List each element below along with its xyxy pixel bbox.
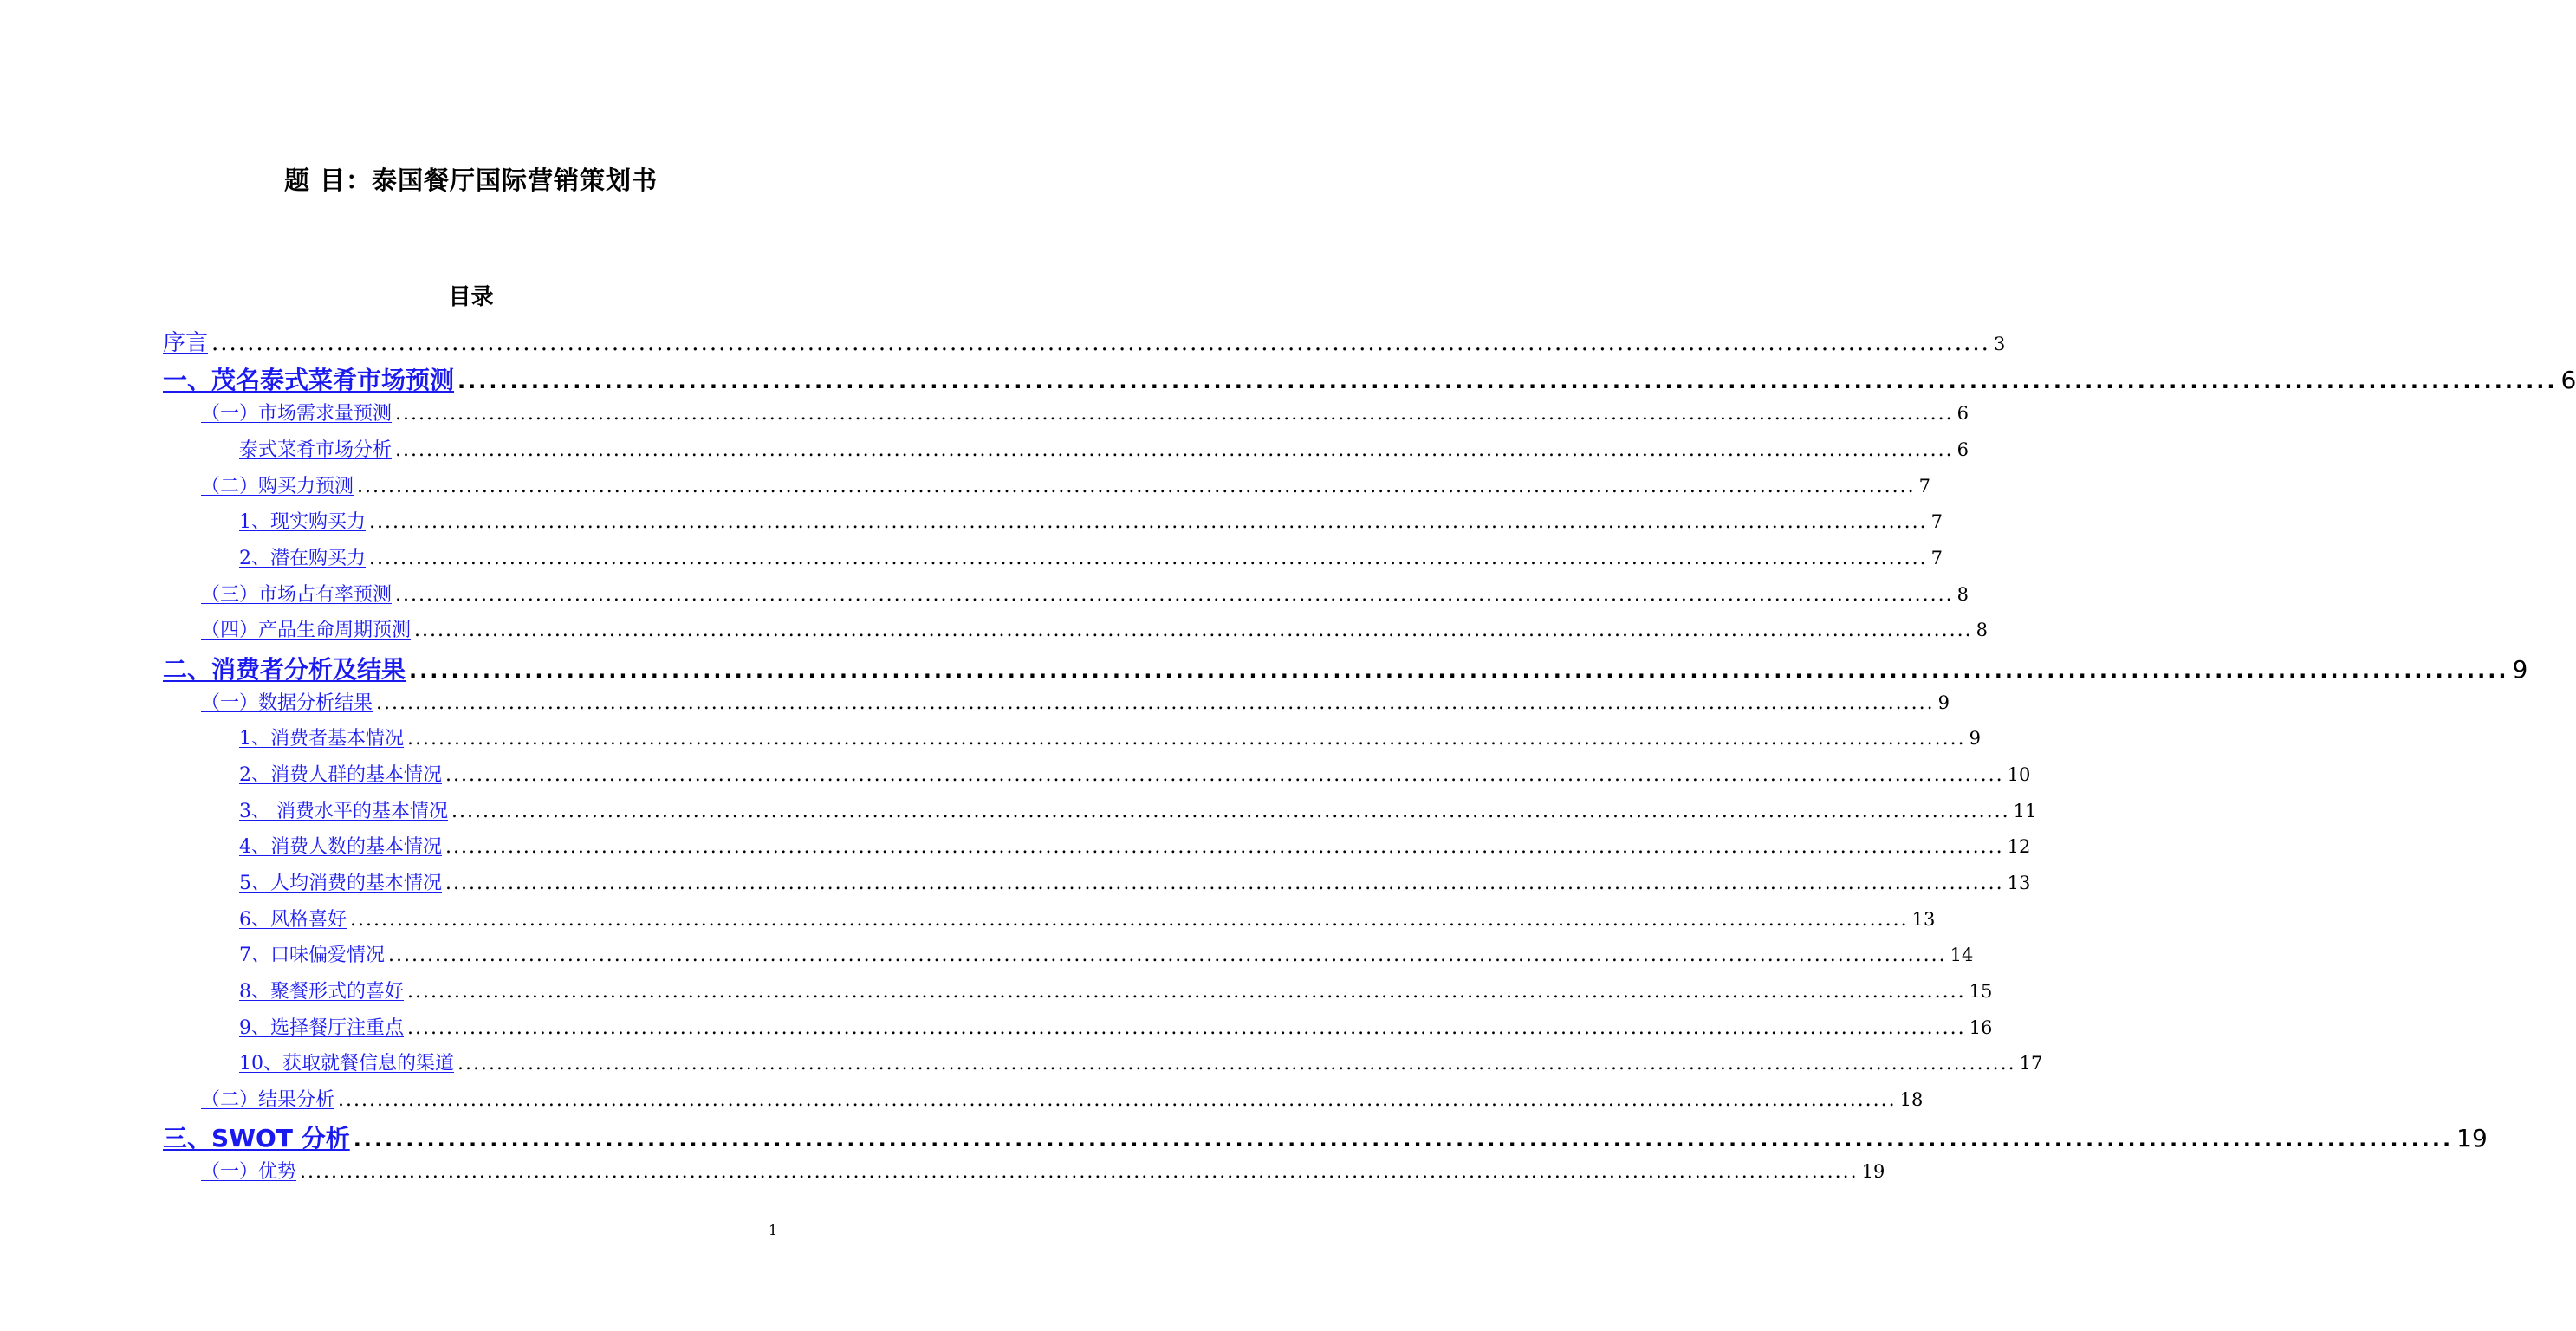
toc-entry-page: 19: [1861, 1161, 1885, 1182]
toc-entry-link[interactable]: 9、选择餐厅注重点: [239, 1017, 404, 1039]
toc-entry-page: 17: [2019, 1053, 2043, 1074]
toc-entry: [201, 580, 1969, 613]
toc-entry-page: 6: [1956, 439, 1969, 460]
toc-dot-leader: ........................................................................................................................................................................................................: [388, 945, 1947, 966]
toc-entry-link[interactable]: （四）产品生命周期预测: [201, 620, 412, 641]
toc-entry-link[interactable]: （一）优势: [201, 1161, 297, 1183]
toc-entry-page: 16: [1969, 1017, 1993, 1038]
toc-entry-link[interactable]: 二、消费者分析及结果: [163, 655, 406, 684]
toc-entry-page: 9: [2512, 655, 2528, 684]
toc-entry: [239, 832, 2031, 865]
toc-entry: [239, 1013, 1993, 1046]
toc-entry-page: 11: [2013, 801, 2037, 821]
toc-dot-leader: ........................................................................................................................................................................................................: [395, 439, 1954, 461]
document-title: 题 目：泰国餐厅国际营销策划书: [283, 166, 659, 195]
toc-entry: [239, 760, 2031, 793]
toc-dot-leader: ........................................................................................................................................................................................................: [445, 836, 2004, 858]
page-number: 1: [769, 1222, 778, 1238]
toc-entry-page: 18: [1899, 1089, 1924, 1110]
toc-entry-page: 13: [2007, 873, 2031, 893]
toc-dot-leader: ........................................................................................................................................................................................................: [395, 584, 1954, 606]
toc-dot-leader: ........................................................................................................................................................................................................: [457, 369, 2558, 393]
toc-entry-link[interactable]: （三）市场占有率预测: [201, 584, 393, 606]
toc-entry-page: 12: [2007, 836, 2031, 857]
toc-dot-leader: ........................................................................................................................................................................................................: [357, 476, 1916, 497]
toc-entry: [201, 1085, 1924, 1118]
toc-entry: [201, 1157, 1885, 1190]
toc-entry-page: 6: [1956, 403, 1969, 424]
toc-dot-leader: ........................................................................................................................................................................................................: [407, 981, 1966, 1003]
toc-entry-link[interactable]: 3、 消费水平的基本情况: [239, 801, 448, 822]
toc-entry: [163, 325, 2006, 358]
toc-entry-link[interactable]: 7、口味偏爱情况: [239, 945, 385, 966]
toc-dot-leader: ........................................................................................................................................................................................................: [407, 1017, 1966, 1039]
toc-entry-link[interactable]: 1、现实购买力: [239, 511, 366, 533]
toc-entry-page: 19: [2456, 1124, 2488, 1152]
toc-entry-page: 3: [1993, 334, 2006, 354]
toc-entry: [201, 471, 1931, 504]
toc-entry-page: 9: [1937, 692, 1950, 713]
toc-entry-link[interactable]: 泰式菜肴市场分析: [239, 439, 393, 461]
toc-dot-leader: ........................................................................................................................................................................................................: [350, 909, 1909, 931]
toc-dot-leader: ........................................................................................................................................................................................................: [445, 873, 2004, 894]
toc-entry-link[interactable]: 4、消费人数的基本情况: [239, 836, 442, 858]
toc-dot-leader: ........................................................................................................................................................................................................: [300, 1161, 1859, 1183]
toc-dot-leader: ........................................................................................................................................................................................................: [414, 620, 1973, 641]
toc-entry: [163, 1120, 2488, 1154]
toc-entry-link[interactable]: 序言: [163, 330, 209, 356]
toc-entry-link[interactable]: 6、风格喜好: [239, 909, 347, 931]
toc-entry: [163, 361, 2576, 396]
toc-entry: [239, 507, 1943, 540]
toc-entry: [239, 1049, 2043, 1081]
toc-entry: [163, 651, 2528, 685]
toc-entry: [239, 435, 1969, 468]
toc-dot-leader: ........................................................................................................................................................................................................: [395, 403, 1954, 425]
toc-entry-page: 13: [1911, 909, 1936, 930]
toc-entry-link[interactable]: 一、茂名泰式菜肴市场预测: [163, 366, 455, 394]
toc-heading: 目录: [448, 284, 494, 310]
toc-entry-link[interactable]: （一）数据分析结果: [201, 692, 373, 714]
toc-entry: [239, 796, 2037, 829]
toc-entry-link[interactable]: 1、消费者基本情况: [239, 728, 404, 750]
toc-dot-leader: ........................................................................................................................................................................................................: [211, 330, 1990, 356]
toc-entry: [239, 940, 1974, 973]
toc-dot-leader: ........................................................................................................................................................................................................: [457, 1053, 2016, 1075]
toc-entry-link[interactable]: （二）购买力预测: [201, 476, 354, 497]
toc-dot-leader: ........................................................................................................................................................................................................: [353, 1127, 2454, 1152]
toc-entry: [201, 615, 1989, 648]
toc-dot-leader: ........................................................................................................................................................................................................: [445, 764, 2004, 786]
toc-entry-page: 7: [1918, 476, 1931, 497]
toc-entry-page: 6: [2560, 366, 2576, 394]
toc-entry-page: 9: [1969, 728, 1982, 749]
toc-entry-page: 8: [1956, 584, 1969, 605]
toc-entry: [239, 543, 1943, 576]
toc-entry-link[interactable]: 10、获取就餐信息的渠道: [239, 1053, 454, 1075]
toc-dot-leader: ........................................................................................................................................................................................................: [451, 801, 2010, 822]
toc-entry-page: 14: [1950, 945, 1974, 965]
toc-entry: [201, 399, 1969, 432]
toc-dot-leader: ........................................................................................................................................................................................................: [376, 692, 1935, 714]
toc-dot-leader: ........................................................................................................................................................................................................: [407, 728, 1966, 750]
toc-entry-page: 7: [1930, 511, 1943, 532]
toc-dot-leader: ........................................................................................................................................................................................................: [338, 1089, 1897, 1111]
toc-entry-page: 15: [1969, 981, 1993, 1002]
toc-entry-link[interactable]: 2、消费人群的基本情况: [239, 764, 442, 786]
toc-entry-page: 10: [2007, 764, 2031, 785]
toc-entry-link[interactable]: 三、SWOT 分析: [163, 1124, 350, 1152]
toc-dot-leader: ........................................................................................................................................................................................................: [369, 548, 1928, 569]
toc-entry-link[interactable]: 8、聚餐形式的喜好: [239, 981, 404, 1003]
toc-entry-link[interactable]: （二）结果分析: [201, 1089, 335, 1111]
toc-entry-page: 7: [1930, 548, 1943, 568]
toc-entry: [239, 724, 1982, 756]
toc-entry: [239, 905, 1936, 938]
toc-entry-page: 8: [1976, 620, 1989, 640]
toc-entry: [239, 977, 1993, 1010]
toc-entry-link[interactable]: 2、潜在购买力: [239, 548, 366, 569]
toc-entry-link[interactable]: （一）市场需求量预测: [201, 403, 393, 425]
toc-dot-leader: ........................................................................................................................................................................................................: [409, 659, 2509, 683]
toc-dot-leader: ........................................................................................................................................................................................................: [369, 511, 1928, 533]
toc-entry: [239, 868, 2031, 901]
toc-entry: [201, 688, 1950, 721]
toc-entry-link[interactable]: 5、人均消费的基本情况: [239, 873, 442, 894]
